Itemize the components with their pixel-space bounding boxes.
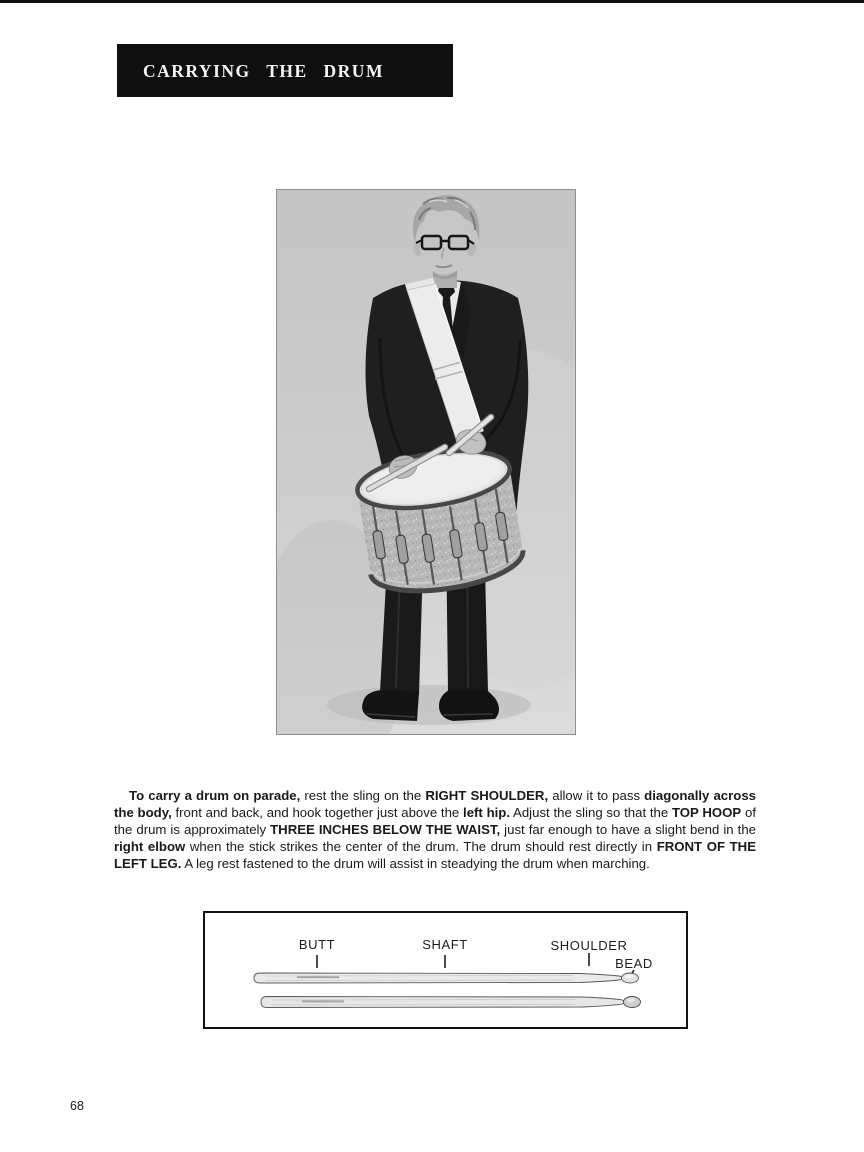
drummer-photo-illustration (277, 190, 575, 734)
diagram-label-butt: BUTT (298, 937, 336, 952)
diagram-label-bead: BEAD (615, 956, 653, 971)
instruction-paragraph: To carry a drum on parade, rest the sling on the RIGHT SHOULDER, allow it to pass diagonally across the body, front and back, and hook together just above the left hip. Adjust the sling so that the TOP HOOP of the drum is approximately THREE INCHES BELOW THE WAIST, just far enough to have a slight bend in the right elbow when the stick strikes the center of the drum. The drum should rest directly in FRONT OF THE LEFT LEG. A leg rest fastened to the drum will assist in steadying the drum when marching. (114, 788, 757, 871)
page-number: 68 (70, 1099, 84, 1113)
drummer-photo (276, 189, 576, 735)
section-header-bar (117, 44, 453, 97)
drumstick-diagram (203, 911, 688, 1029)
section-title: CARRYING THE DRUM (143, 61, 384, 81)
diagram-label-shoulder: SHOULDER (550, 938, 628, 953)
drumsticks-illustration (205, 913, 686, 1027)
diagram-label-shaft: SHAFT (422, 937, 468, 952)
page-top-edge (0, 0, 864, 3)
